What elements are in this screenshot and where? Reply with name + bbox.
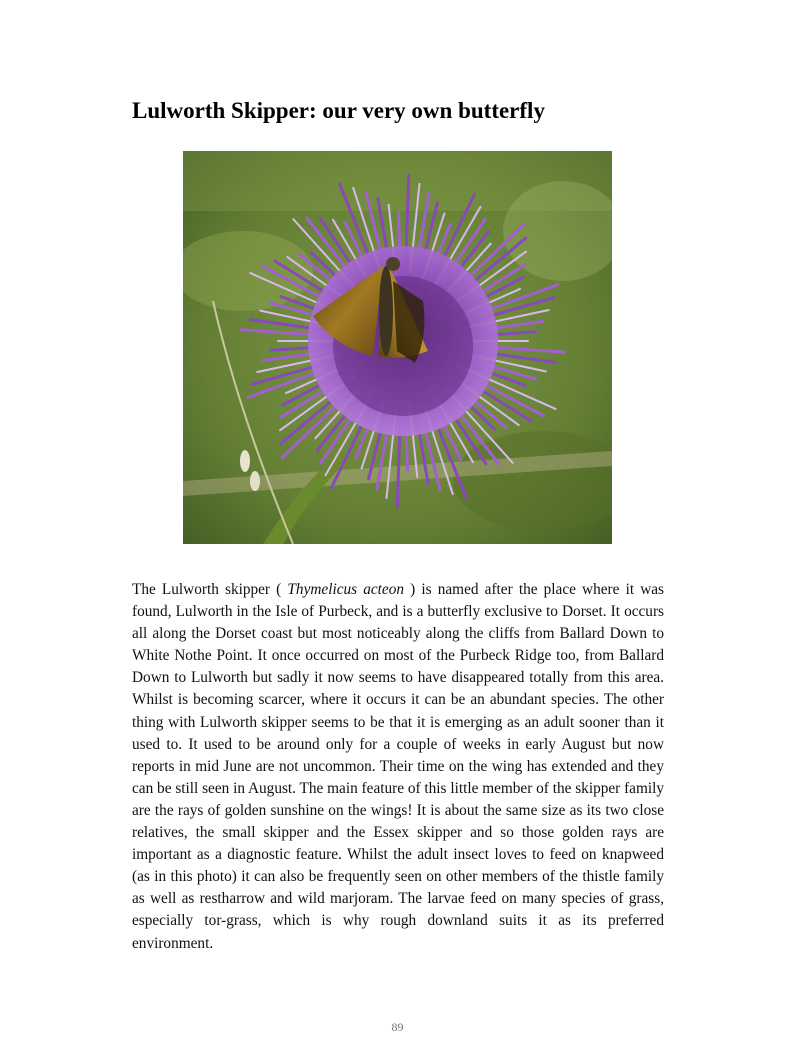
species-name: Thymelicus acteon <box>287 581 405 598</box>
page-title: Lulworth Skipper: our very own butterfly <box>132 98 545 123</box>
body-text-part1: The Lulworth skipper ( <box>132 581 288 598</box>
butterfly-photo <box>183 151 612 544</box>
page-number: 89 <box>391 1020 404 1034</box>
body-paragraph <box>132 579 664 955</box>
body-text-part2: ) is named after the place where it was found, Lulworth in the Isle of Purbeck, and is a butterfly exclusive to Dorset. It occurs all along the Dorset coast but most noticeably along the cliffs from Ballard Down to White Nothe Point. It once occurred on most of the Purbeck Ridge too, from Ballard Down to Lulworth but sadly it now seems to have disappeared totally from this area. Whilst is becoming scarcer, where it occurs it can be an abundant species. The other thing with Lulworth skipper seems to be that it is emerging as an adult sooner than it used to. It used to be around only for a couple of weeks in early August but now reports in mid June are not uncommon. Their time on the wing has extended and they can be still seen in August. The main feature of this little member of the skipper family are the rays of golden sunshine on the wings! It is about the same size as its two close relatives, the small skipper and the Essex skipper and so those golden rays are important as a diagnostic feature. Whilst the adult insect loves to feed on knapweed (as in this photo) it can also be frequently seen on other members of the thistle family as well as restharrow and wild marjoram. The larvae feed on many species of grass, especially tor-grass, which is why rough downland suits it as its preferred environment. <box>132 581 664 952</box>
